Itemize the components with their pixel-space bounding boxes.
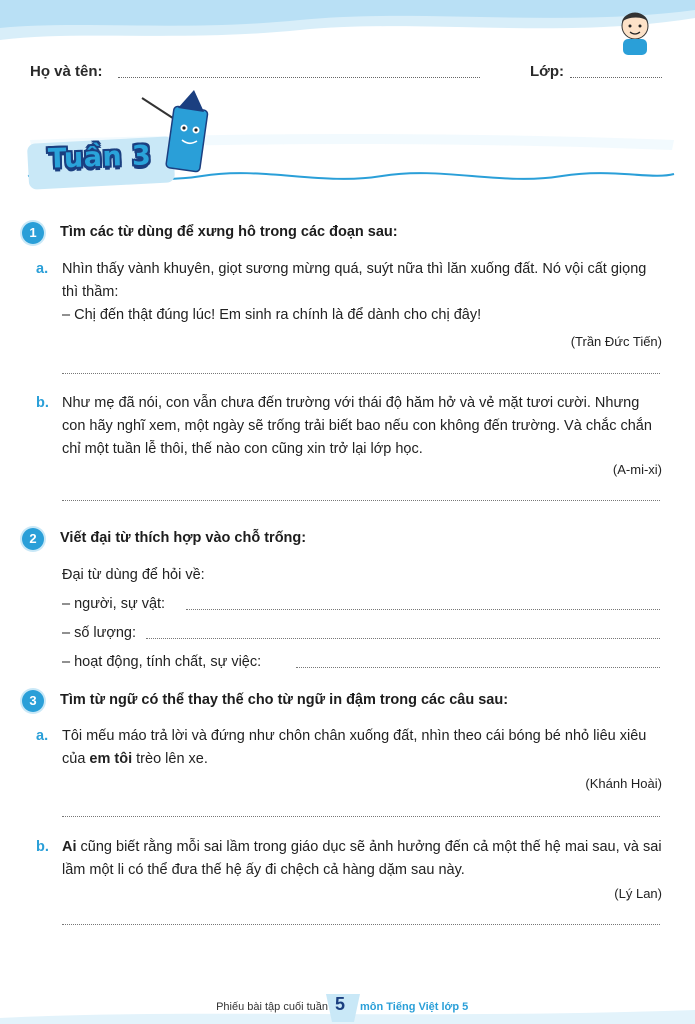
footer-wave-decoration xyxy=(0,988,695,1024)
passage-text: Như mẹ đã nói, con vẫn chưa đến trường với thái độ hăm hở và vẻ mặt tươi cười. Nhưng con hãy nghĩ xem, một ngày sẽ trống trải biết bao nếu con không đến trường. Và chắc chắn chỉ một tuần lễ thôi, thế nào con cũng xin trở lại lớp học. xyxy=(62,395,652,457)
class-label: Lớp: xyxy=(530,63,564,80)
pronoun-item: – hoạt động, tính chất, sự việc: xyxy=(62,654,262,670)
pronoun-item: – người, sự vật: xyxy=(62,596,166,612)
name-label: Họ và tên: xyxy=(30,63,103,80)
student-avatar-icon xyxy=(614,8,656,56)
class-field[interactable] xyxy=(570,77,662,78)
question-number: 3 xyxy=(22,690,44,712)
passage-text: Nhìn thấy vành khuyên, giọt sương mừng quá, suýt nữa thì lăn xuống đất. Nó vội cất giọng thì thầm: xyxy=(62,261,647,300)
sentence-part: trèo lên xe. xyxy=(132,751,208,767)
question-prompt: Tìm các từ dùng để xưng hô trong các đoạn sau: xyxy=(60,224,398,240)
answer-line[interactable] xyxy=(62,816,660,817)
sentence-text xyxy=(62,725,662,771)
question-intro: Đại từ dùng để hỏi về: xyxy=(62,567,205,583)
item-letter: b. xyxy=(36,395,49,411)
sentence-text xyxy=(62,836,662,882)
bold-phrase: em tôi xyxy=(89,751,133,767)
question-number: 2 xyxy=(22,528,44,550)
answer-line[interactable] xyxy=(62,500,660,501)
bold-phrase: Ai xyxy=(62,839,77,855)
footer-subject: môn Tiếng Việt lớp 5 xyxy=(360,1001,469,1013)
passage-author: (A-mi-xi) xyxy=(612,462,662,477)
week-title: Tuần 3 xyxy=(47,140,152,175)
name-field[interactable] xyxy=(118,77,480,78)
student-info-row xyxy=(30,63,665,85)
passage-author: (Lý Lan) xyxy=(614,886,662,901)
passage-author: (Khánh Hoài) xyxy=(585,776,662,791)
item-letter: a. xyxy=(36,261,49,277)
answer-line[interactable] xyxy=(146,638,660,639)
passage-quote: – Chị đến thật đúng lúc! Em sinh ra chính là để dành cho chị đây! xyxy=(62,307,482,323)
header-wave-decoration xyxy=(0,0,695,60)
passage-author: (Trần Đức Tiến) xyxy=(570,334,662,349)
answer-line[interactable] xyxy=(62,924,660,925)
question-number: 1 xyxy=(22,222,44,244)
pronoun-item: – số lượng: xyxy=(62,625,137,641)
answer-line[interactable] xyxy=(296,667,660,668)
sentence-part: Tôi mếu máo trả lời và đứng như chôn chân xuống đất, nhìn theo cái bóng bé nhỏ liêu xiêu của xyxy=(62,728,647,767)
answer-line[interactable] xyxy=(186,609,660,610)
question-prompt: Tìm từ ngữ có thể thay thế cho từ ngữ in đậm trong các câu sau: xyxy=(60,692,509,708)
sentence-part: cũng biết rằng mỗi sai lầm trong giáo dục sẽ ảnh hưởng đến cả một thế hệ mai sau, và sai lầm một li có thể đưa thế hệ ấy đi chệch cả hàng dặm sau này. xyxy=(62,839,662,878)
item-letter: a. xyxy=(36,728,49,744)
answer-line[interactable] xyxy=(62,373,660,374)
question-prompt: Viết đại từ thích hợp vào chỗ trống: xyxy=(60,530,307,546)
page-number: 5 xyxy=(335,994,346,1014)
footer-series-title: Phiếu bài tập cuối tuần xyxy=(216,1001,328,1013)
item-letter: b. xyxy=(36,839,49,855)
